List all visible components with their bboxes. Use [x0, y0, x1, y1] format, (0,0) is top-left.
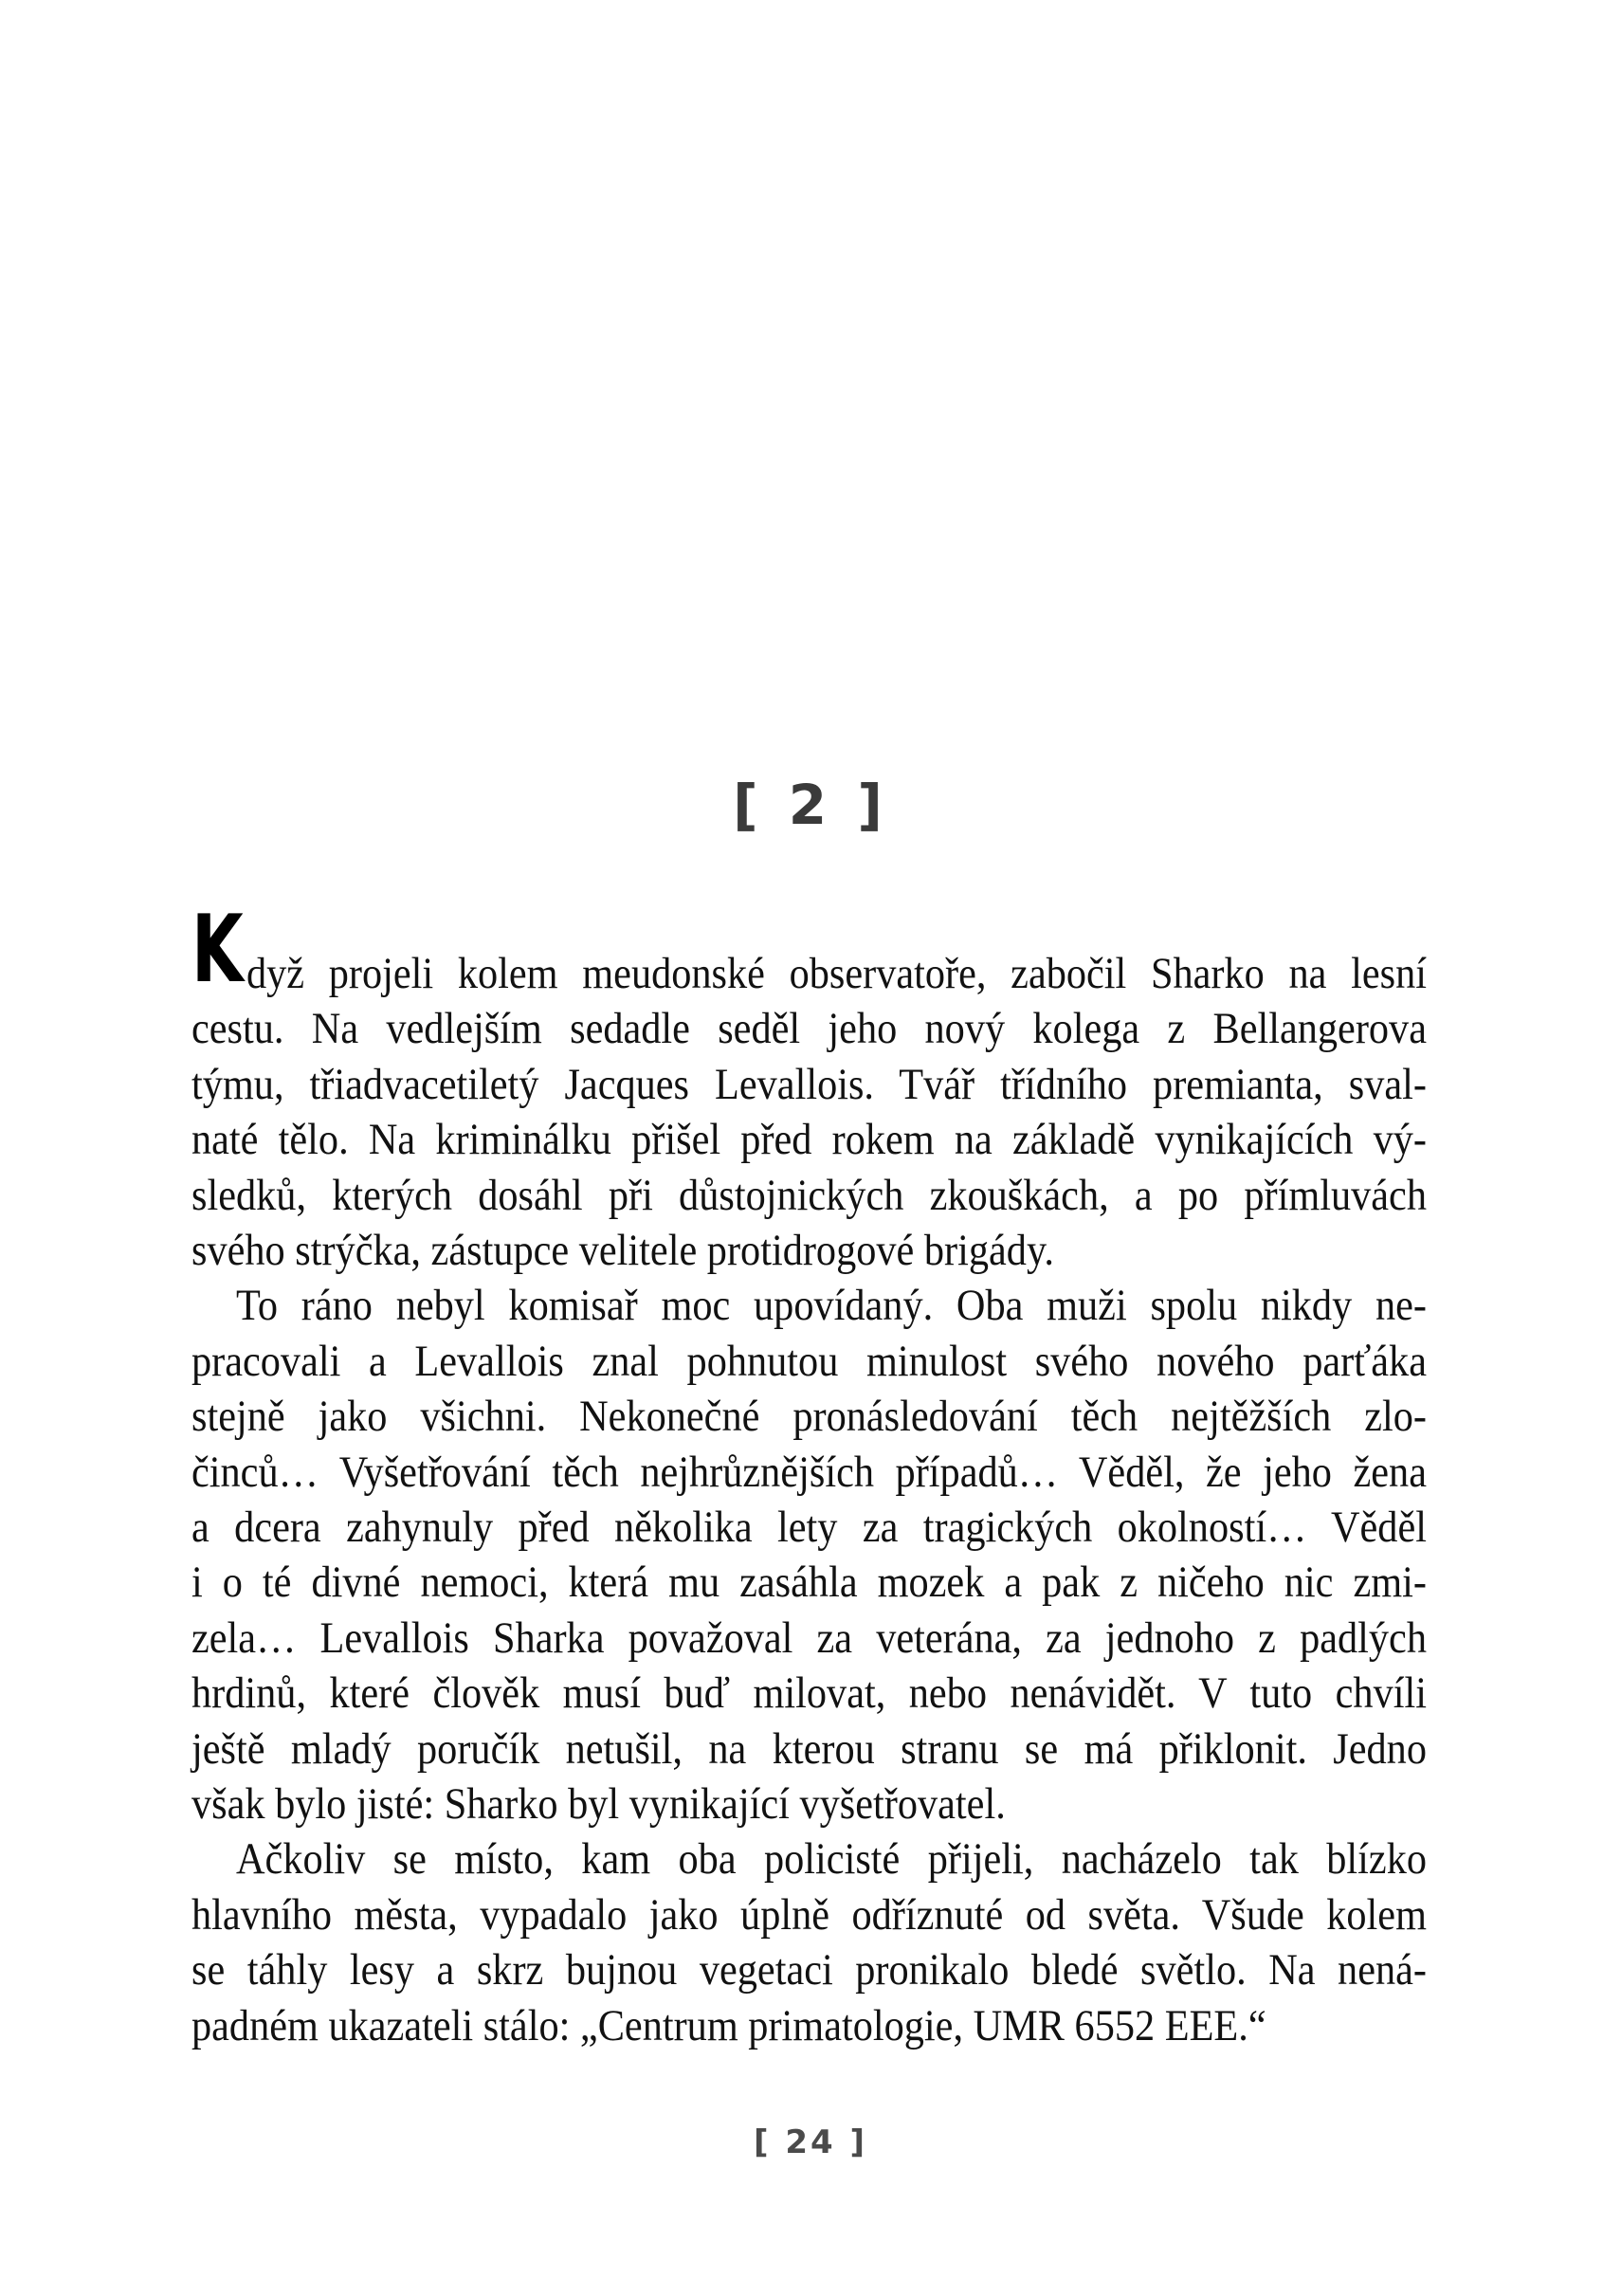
text-line: však bylo jisté: Sharko byl vynikající vyšetřovatel. [191, 1779, 1006, 1829]
text-line: svého strýčka, zástupce velitele protidrogové brigády. [191, 1226, 1054, 1275]
text-line: týmu, třiadvacetiletý Jacques Levallois. Tvář třídního premianta, sval- [191, 1059, 1427, 1109]
text-line: stejně jako všichni. Nekonečné pronásledování těch nejtěžších zlo- [191, 1392, 1427, 1442]
text-line: ještě mladý poručík netušil, na kterou stranu se má přiklonit. Jedno [191, 1723, 1427, 1774]
text-line: činců… Vyšetřování těch nejhrůznějších případů… Věděl, že jeho žena [191, 1447, 1427, 1497]
text-line: sledků, kterých dosáhl při důstojnických zkouškách, a po přímluvách [191, 1170, 1427, 1220]
text-line: padném ukazateli stálo: „Centrum primatologie, UMR 6552 EEE.“ [191, 2000, 1266, 2050]
chapter-heading: [ 2 ] [733, 773, 888, 837]
text-line: a dcera zahynuly před několika lety za tragických okolností… Věděl [191, 1503, 1427, 1552]
text-line: To ráno nebyl komisař moc upovídaný. Oba muži spolu nikdy ne- [236, 1281, 1427, 1331]
text-line: naté tělo. Na kriminálku přišel před rokem na základě vynikajících vý- [191, 1115, 1427, 1165]
drop-cap: K [191, 896, 244, 1004]
text-line: se táhly lesy a skrz bujnou vegetaci pronikalo bledé světlo. Na nená- [191, 1945, 1427, 1995]
text-line: pracovali a Levallois znal pohnutou minulost svého nového parťáka [191, 1336, 1427, 1386]
page-number: [ 24 ] [753, 2123, 868, 2161]
text-line: dyž projeli kolem meudonské observatoře, zabočil Sharko na lesní [246, 949, 1427, 998]
text-line: hrdinů, které člověk musí buď milovat, nebo nenávidět. V tuto chvíli [191, 1668, 1427, 1719]
text-line: cestu. Na vedlejším sedadle seděl jeho nový kolega z Bellangerova [191, 1004, 1427, 1054]
text-line: i o té divné nemoci, která mu zasáhla mozek a pak z ničeho nic zmi- [191, 1558, 1427, 1608]
text-line: zela… Levallois Sharka považoval za veterána, za jednoho z padlých [191, 1613, 1427, 1663]
text-line: hlavního města, vypadalo jako úplně odříznuté od světa. Všude kolem [191, 1889, 1427, 1940]
text-line: Ačkoliv se místo, kam oba policisté přijeli, nacházelo tak blízko [236, 1834, 1427, 1885]
